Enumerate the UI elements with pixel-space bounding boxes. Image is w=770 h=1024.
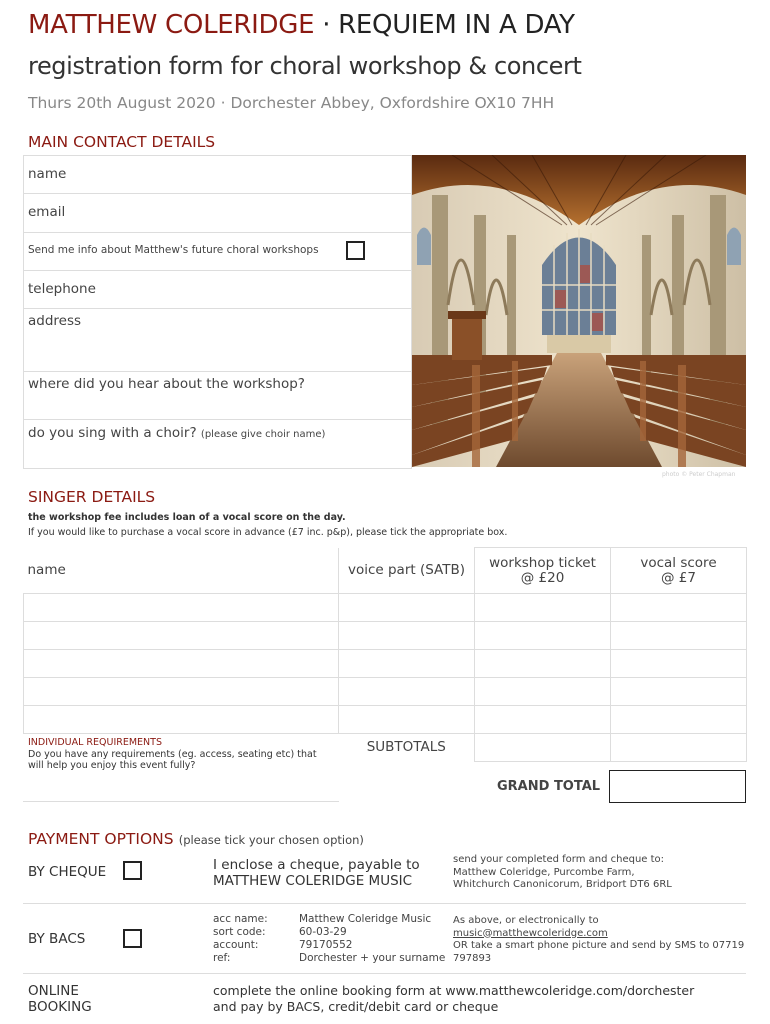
score-cell[interactable] [611, 622, 747, 650]
ticket-subtotal-cell[interactable] [475, 734, 611, 762]
payment-heading: PAYMENT OPTIONS [28, 830, 174, 848]
col-score-line1: vocal score [640, 554, 717, 571]
singer-name-cell[interactable] [24, 706, 339, 734]
cheque-instructions-line1: I enclose a cheque, payable to [213, 857, 420, 873]
hear-about-field[interactable] [24, 372, 411, 420]
grand-total-label: GRAND TOTAL [497, 779, 601, 794]
telephone-field[interactable] [24, 271, 411, 309]
requirements-heading: INDIVIDUAL REQUIREMENTS [28, 737, 162, 748]
singer-table [23, 547, 747, 762]
hear-about-label: where did you hear about the workshop? [28, 376, 305, 392]
ticket-cell[interactable] [475, 622, 611, 650]
singer-name-cell[interactable] [24, 650, 339, 678]
telephone-label: telephone [28, 281, 96, 297]
singer-name-cell[interactable] [24, 678, 339, 706]
payment-heading-row [28, 829, 364, 848]
table-row [24, 706, 747, 734]
future-info-label: Send me info about Matthew's future choral workshops [28, 244, 319, 256]
cheque-address-line2: Matthew Coleridge, Purcombe Farm, [453, 866, 635, 878]
event-date-venue: Thurs 20th August 2020 · Dorchester Abbey, Oxfordshire OX10 7HH [28, 94, 555, 112]
col-vocal-score [611, 548, 747, 594]
online-label-line1: ONLINE [28, 983, 79, 999]
payment-heading-note: (please tick your chosen option) [178, 833, 364, 847]
bacs-checkbox[interactable] [123, 929, 142, 948]
acc-name-value: Matthew Coleridge Music [299, 913, 432, 925]
cheque-address-line1: send your completed form and cheque to: [453, 854, 665, 865]
sort-code-value: 60-03-29 [299, 926, 347, 938]
singer-heading: SINGER DETAILS [28, 488, 156, 506]
account-value: 79170552 [299, 939, 353, 951]
score-subtotal-cell[interactable] [611, 734, 747, 762]
address-field[interactable] [24, 309, 411, 372]
email-field[interactable] [24, 194, 411, 233]
page-title [28, 10, 575, 40]
ticket-cell[interactable] [475, 678, 611, 706]
table-row [24, 622, 747, 650]
requirements-text-line2: will help you enjoy this event fully? [28, 760, 196, 771]
singer-name-cell[interactable] [24, 622, 339, 650]
page-subtitle: registration form for choral workshop & concert [28, 52, 582, 80]
table-row [24, 678, 747, 706]
bacs-instructions-line4: 797893 [453, 952, 492, 964]
col-ticket-line2: @ £20 [520, 569, 565, 586]
title-event: REQUIEM IN A DAY [338, 10, 575, 40]
sort-code-key: sort code: [213, 926, 266, 938]
col-score-line2: @ £7 [661, 569, 696, 586]
requirements-text-line1: Do you have any requirements (eg. access, seating etc) that [28, 749, 317, 760]
bacs-details-values [299, 913, 445, 965]
requirements-text [28, 749, 317, 771]
bacs-instructions [453, 915, 744, 965]
online-instructions-line2: and pay by BACS, credit/debit card or cheque [213, 999, 499, 1014]
online-instructions-line1: complete the online booking form at www.matthewcoleridge.com/dorchester [213, 983, 695, 998]
title-separator: · [322, 10, 331, 40]
payment-divider [23, 903, 746, 904]
online-label-line2: BOOKING [28, 999, 92, 1015]
singer-name-cell[interactable] [24, 594, 339, 622]
voice-part-cell[interactable] [339, 622, 475, 650]
cheque-address [453, 854, 672, 892]
address-label: address [28, 313, 82, 329]
score-cell[interactable] [611, 706, 747, 734]
score-cell[interactable] [611, 594, 747, 622]
cheque-address-line3: Whitchurch Canonicorum, Bridport DT6 6RL [453, 879, 672, 890]
bacs-instructions-line3: OR take a smart phone picture and send by SMS to 07719 [453, 940, 745, 951]
voice-part-cell[interactable] [339, 650, 475, 678]
name-field[interactable] [24, 156, 411, 194]
subtotals-label: SUBTOTALS [366, 739, 446, 755]
payment-divider [23, 973, 746, 974]
acc-name-key: acc name: [213, 913, 268, 925]
contact-heading: MAIN CONTACT DETAILS [28, 133, 216, 151]
bacs-details-keys [213, 913, 268, 965]
voice-part-cell[interactable] [339, 678, 475, 706]
cheque-instructions-line2: MATTHEW COLERIDGE MUSIC [213, 873, 413, 889]
ticket-cell[interactable] [475, 594, 611, 622]
singer-note: If you would like to purchase a vocal score in advance (£7 inc. p&p), please tick the appropriate box. [28, 527, 508, 538]
table-row [24, 594, 747, 622]
future-info-row [24, 233, 411, 271]
photo-credit: photo © Peter Chapman [662, 471, 736, 478]
bacs-email-link[interactable]: music@matthewcoleridge.com [453, 927, 608, 939]
future-info-checkbox[interactable] [346, 241, 365, 260]
col-workshop-ticket [475, 548, 611, 594]
cheque-checkbox[interactable] [123, 861, 142, 880]
col-voice-part: voice part (SATB) [339, 548, 475, 594]
voice-part-cell[interactable] [339, 706, 475, 734]
col-name: name [24, 548, 339, 594]
online-label [28, 983, 92, 1015]
voice-part-cell[interactable] [339, 594, 475, 622]
score-cell[interactable] [611, 650, 747, 678]
bacs-instructions-line1: As above, or electronically to [453, 915, 599, 926]
bacs-label: BY BACS [28, 931, 86, 947]
title-composer: MATTHEW COLERIDGE [28, 10, 315, 40]
cheque-label: BY CHEQUE [28, 864, 107, 880]
contact-table [23, 155, 412, 469]
account-key: account: [213, 939, 259, 951]
choir-field[interactable] [24, 420, 411, 468]
singer-table-header [24, 548, 747, 594]
ticket-cell[interactable] [475, 650, 611, 678]
singer-note-bold: the workshop fee includes loan of a vocal score on the day. [28, 512, 346, 523]
online-instructions [213, 983, 694, 1015]
score-cell[interactable] [611, 678, 747, 706]
choir-note: (please give choir name) [200, 429, 326, 440]
choir-label: do you sing with a choir? [28, 425, 197, 441]
abbey-interior-photo [412, 155, 746, 467]
ref-value: Dorchester + your surname [299, 952, 446, 964]
col-ticket-line1: workshop ticket [489, 554, 596, 571]
table-row [24, 650, 747, 678]
email-label: email [28, 204, 66, 220]
ref-key: ref: [213, 952, 231, 964]
cheque-instructions [213, 857, 420, 889]
grand-total-box[interactable] [609, 770, 746, 803]
requirements-field-line[interactable] [23, 801, 339, 802]
ticket-cell[interactable] [475, 706, 611, 734]
name-label: name [28, 166, 67, 182]
